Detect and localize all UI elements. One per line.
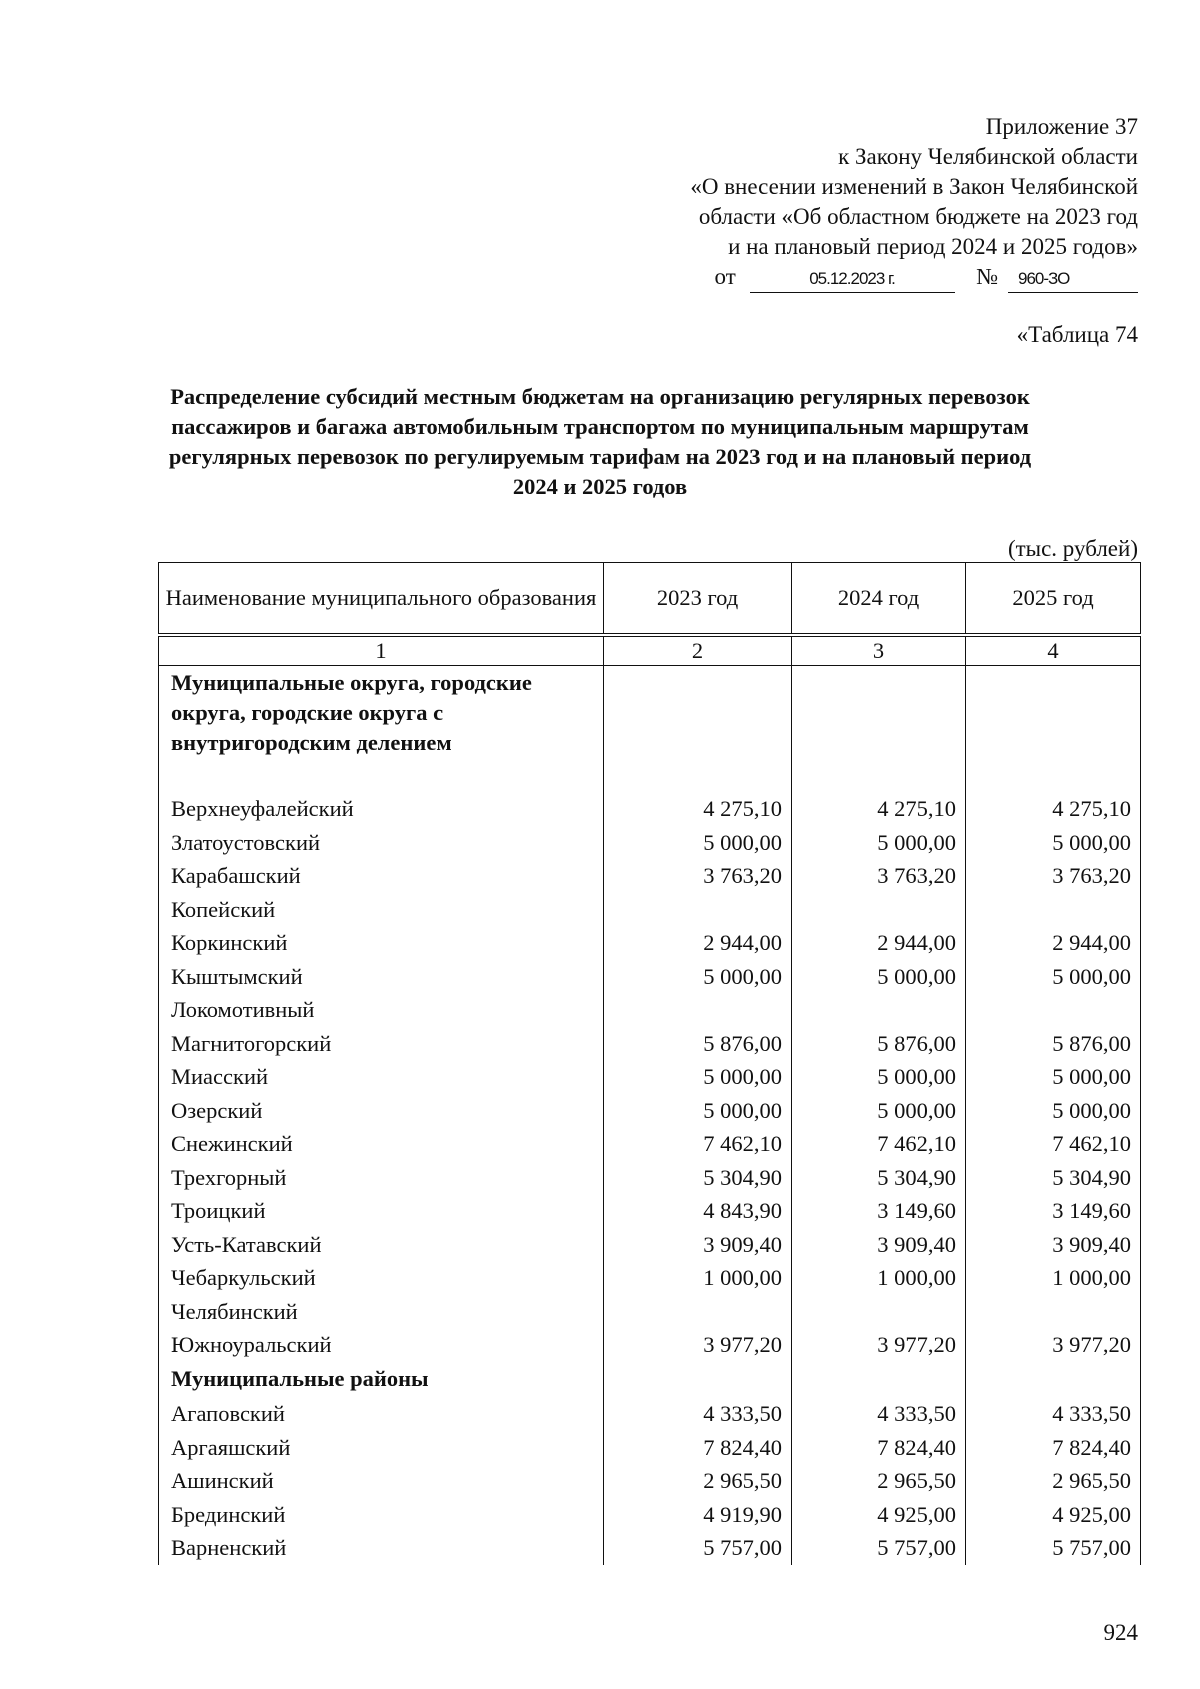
table-row: [159, 792, 1141, 826]
value-2025: 5 000,00: [966, 826, 1141, 860]
value-2025: [966, 993, 1141, 1027]
table-row: [159, 1228, 1141, 1262]
law-date: 05.12.2023 г.: [750, 266, 955, 293]
value-2023: 2 965,50: [604, 1464, 792, 1498]
value-2023: 4 333,50: [604, 1397, 792, 1431]
value-2024: 5 000,00: [792, 1094, 966, 1128]
table-row: [159, 1094, 1141, 1128]
table-cell: [966, 666, 1141, 793]
municipality-name: Челябинский: [159, 1295, 604, 1329]
subsidy-table: [158, 562, 1141, 1565]
value-2025: 3 977,20: [966, 1328, 1141, 1362]
table-row: [159, 1261, 1141, 1295]
value-2025: 4 333,50: [966, 1397, 1141, 1431]
table-row: [159, 1498, 1141, 1532]
municipality-name: Усть-Катавский: [159, 1228, 604, 1262]
value-2024: 3 149,60: [792, 1194, 966, 1228]
municipality-name: Троицкий: [159, 1194, 604, 1228]
municipality-name: Варненский: [159, 1531, 604, 1565]
value-2024: 5 876,00: [792, 1027, 966, 1061]
value-2023: 3 977,20: [604, 1328, 792, 1362]
municipality-name: Ашинский: [159, 1464, 604, 1498]
table-row: [159, 859, 1141, 893]
value-2023: [604, 993, 792, 1027]
units-label: (тыс. рублей): [1007, 536, 1138, 561]
value-2025: 2 944,00: [966, 926, 1141, 960]
table-row: [159, 1161, 1141, 1195]
value-2024: 5 000,00: [792, 1060, 966, 1094]
table-row: [159, 1027, 1141, 1061]
value-2025: 5 304,90: [966, 1161, 1141, 1195]
value-2024: 3 977,20: [792, 1328, 966, 1362]
value-2023: 5 304,90: [604, 1161, 792, 1195]
value-2023: 5 000,00: [604, 826, 792, 860]
value-2024: 4 925,00: [792, 1498, 966, 1532]
column-number: 1: [159, 635, 604, 666]
value-2023: 3 763,20: [604, 859, 792, 893]
value-2024: 7 462,10: [792, 1127, 966, 1161]
municipality-name: Трехгорный: [159, 1161, 604, 1195]
value-2023: 3 909,40: [604, 1228, 792, 1262]
subsidy-table-wrapper: [158, 562, 1140, 1565]
header-name: Наименование муниципального образования: [159, 563, 604, 636]
municipality-name: Снежинский: [159, 1127, 604, 1161]
table-cell: [792, 1362, 966, 1398]
date-number-line: [578, 262, 1138, 293]
municipality-name: Копейский: [159, 893, 604, 927]
value-2025: 4 925,00: [966, 1498, 1141, 1532]
value-2023: 4 919,90: [604, 1498, 792, 1532]
table-row: [159, 993, 1141, 1027]
value-2023: 5 757,00: [604, 1531, 792, 1565]
section-row: [159, 1362, 1141, 1398]
appendix-block: [578, 112, 1138, 293]
table-cell: [966, 1362, 1141, 1398]
value-2024: 2 944,00: [792, 926, 966, 960]
value-2024: 1 000,00: [792, 1261, 966, 1295]
date-prefix: от: [714, 264, 736, 289]
value-2023: 4 275,10: [604, 792, 792, 826]
value-2025: 4 275,10: [966, 792, 1141, 826]
value-2023: [604, 1295, 792, 1329]
table-row: [159, 1328, 1141, 1362]
section-heading: Муниципальные округа, городские округа, городские округа с внутригородским делением: [159, 666, 604, 793]
column-number: 2: [604, 635, 792, 666]
appendix-line: и на плановый период 2024 и 2025 годов»: [728, 234, 1138, 259]
municipality-name: Миасский: [159, 1060, 604, 1094]
table-row: [159, 1060, 1141, 1094]
value-2024: 4 333,50: [792, 1397, 966, 1431]
table-row: [159, 1464, 1141, 1498]
municipality-name: Златоустовский: [159, 826, 604, 860]
value-2023: 7 462,10: [604, 1127, 792, 1161]
value-2025: [966, 1295, 1141, 1329]
table-row: [159, 1194, 1141, 1228]
municipality-name: Кыштымский: [159, 960, 604, 994]
municipality-name: Локомотивный: [159, 993, 604, 1027]
table-caption: «Таблица 74: [1016, 322, 1138, 347]
value-2025: 7 462,10: [966, 1127, 1141, 1161]
value-2023: 5 876,00: [604, 1027, 792, 1061]
section-heading: Муниципальные районы: [159, 1362, 604, 1398]
table-body: [159, 666, 1141, 1565]
value-2025: 5 000,00: [966, 960, 1141, 994]
value-2024: 5 757,00: [792, 1531, 966, 1565]
value-2023: [604, 893, 792, 927]
value-2023: 5 000,00: [604, 1060, 792, 1094]
municipality-name: Аргаяшский: [159, 1431, 604, 1465]
law-number: 960-ЗО: [1008, 266, 1138, 293]
value-2024: 3 763,20: [792, 859, 966, 893]
value-2025: [966, 893, 1141, 927]
header-2023: 2023 год: [604, 563, 792, 636]
value-2024: 4 275,10: [792, 792, 966, 826]
appendix-line: к Закону Челябинской области: [838, 144, 1138, 169]
table-cell: [604, 1362, 792, 1398]
column-number: 4: [966, 635, 1141, 666]
value-2025: 7 824,40: [966, 1431, 1141, 1465]
municipality-name: Коркинский: [159, 926, 604, 960]
municipality-name: Магнитогорский: [159, 1027, 604, 1061]
value-2023: 7 824,40: [604, 1431, 792, 1465]
appendix-line: области «Об областном бюджете на 2023 год: [698, 204, 1138, 229]
header-2025: 2025 год: [966, 563, 1141, 636]
value-2024: [792, 993, 966, 1027]
section-row: [159, 666, 1141, 793]
municipality-name: Озерский: [159, 1094, 604, 1128]
header-2024: 2024 год: [792, 563, 966, 636]
value-2025: 3 763,20: [966, 859, 1141, 893]
value-2024: 5 000,00: [792, 826, 966, 860]
value-2025: 5 000,00: [966, 1094, 1141, 1128]
value-2023: 2 944,00: [604, 926, 792, 960]
column-number-row: [159, 635, 1141, 666]
municipality-name: Южноуральский: [159, 1328, 604, 1362]
value-2025: 1 000,00: [966, 1261, 1141, 1295]
value-2024: [792, 1295, 966, 1329]
value-2025: 3 909,40: [966, 1228, 1141, 1262]
value-2025: 5 757,00: [966, 1531, 1141, 1565]
table-row: [159, 1295, 1141, 1329]
value-2025: 3 149,60: [966, 1194, 1141, 1228]
municipality-name: Верхнеуфалейский: [159, 792, 604, 826]
table-row: [159, 1431, 1141, 1465]
municipality-name: Чебаркульский: [159, 1261, 604, 1295]
number-sign: №: [976, 264, 999, 289]
value-2023: 5 000,00: [604, 1094, 792, 1128]
table-row: [159, 1531, 1141, 1565]
table-row: [159, 893, 1141, 927]
value-2024: 7 824,40: [792, 1431, 966, 1465]
municipality-name: Карабашский: [159, 859, 604, 893]
value-2024: 5 304,90: [792, 1161, 966, 1195]
column-number: 3: [792, 635, 966, 666]
table-row: [159, 1127, 1141, 1161]
value-2024: [792, 893, 966, 927]
value-2024: 5 000,00: [792, 960, 966, 994]
table-cell: [604, 666, 792, 793]
value-2023: 1 000,00: [604, 1261, 792, 1295]
value-2025: 5 000,00: [966, 1060, 1141, 1094]
municipality-name: Брединский: [159, 1498, 604, 1532]
table-row: [159, 926, 1141, 960]
table-header-row: [159, 563, 1141, 636]
table-cell: [792, 666, 966, 793]
page-number: 924: [1103, 1620, 1138, 1645]
table-row: [159, 1397, 1141, 1431]
value-2023: 4 843,90: [604, 1194, 792, 1228]
value-2025: 5 876,00: [966, 1027, 1141, 1061]
value-2024: 2 965,50: [792, 1464, 966, 1498]
municipality-name: Агаповский: [159, 1397, 604, 1431]
table-row: [159, 826, 1141, 860]
appendix-line: Приложение 37: [985, 114, 1138, 139]
appendix-line: «О внесении изменений в Закон Челябинской: [690, 174, 1138, 199]
value-2024: 3 909,40: [792, 1228, 966, 1262]
document-title: Распределение субсидий местным бюджетам на организацию регулярных перевозок пассажиров и багажа автомобильным транспортом по муниципальным маршрутам регулярных перевозок по регулируемым тарифам на 2023 год и на плановый период 2024 и 2025 годов: [168, 384, 1032, 499]
value-2023: 5 000,00: [604, 960, 792, 994]
value-2025: 2 965,50: [966, 1464, 1141, 1498]
table-row: [159, 960, 1141, 994]
